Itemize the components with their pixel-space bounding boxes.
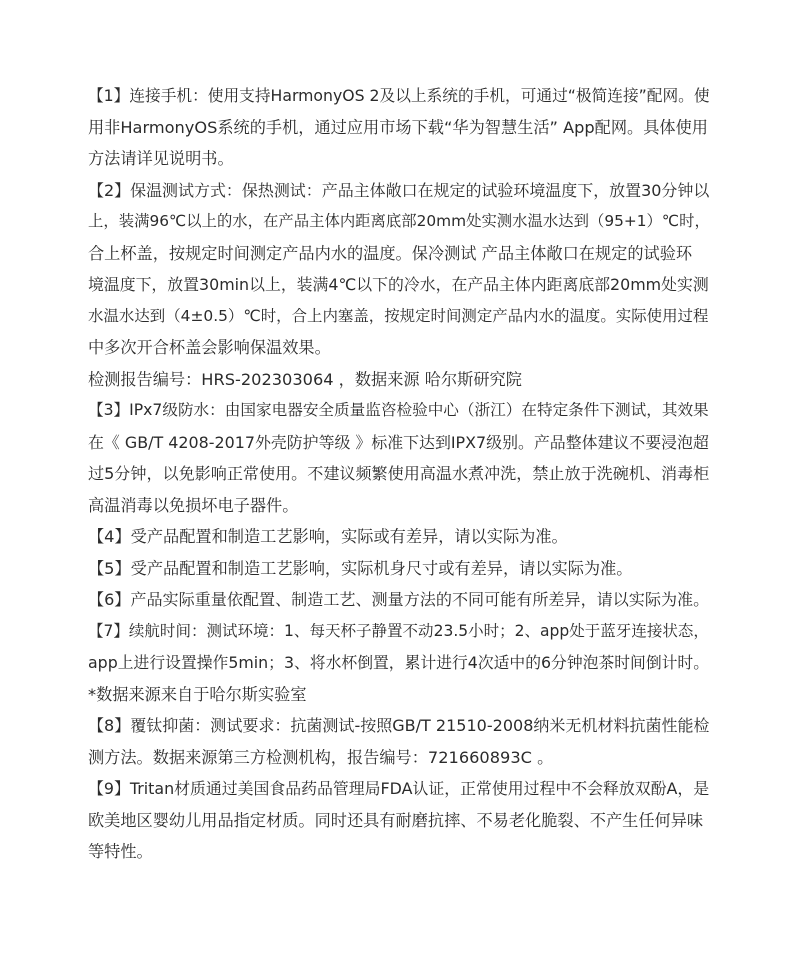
product-notes <box>88 80 712 868</box>
note-config-difference <box>88 521 712 553</box>
note-antibacterial <box>88 710 712 773</box>
note-line: 方法请详见说明书。 <box>88 149 234 168</box>
note-line: 【6】产品实际重量依配置、制造工艺、测量方法的不同可能有所差异，请以实际为准。 <box>88 590 710 609</box>
note-line: 境温度下，放置30min以上，装满4℃以下的冷水，在产品主体内距离底部20mm处实测 <box>88 275 709 294</box>
note-line: 中多次开合杯盖会影响保温效果。 <box>88 338 331 357</box>
note-line: 【4】受产品配置和制造工艺影响，实际或有差异，请以实际为准。 <box>88 527 568 546</box>
note-tritan-material <box>88 773 712 868</box>
note-line: 用非HarmonyOS系统的手机，通过应用市场下载“华为智慧生活” App配网。具体使用 <box>88 117 708 137</box>
note-report-number <box>88 364 712 396</box>
note-line: app上进行设置操作5min；3、将水杯倒置，累计进行4次适中的6分钟泡茶时间倒计时。 <box>88 653 710 672</box>
note-weight-difference <box>88 584 712 616</box>
note-line: 【1】连接手机：使用支持HarmonyOS 2及以上系统的手机，可通过“极简连接”配网。使 <box>88 86 710 105</box>
note-line: 过5分钟，以免影响正常使用。不建议频繁使用高温水煮冲洗，禁止放于洗碗机、消毒柜 <box>88 464 710 483</box>
note-line: 【9】Tritan材质通过美国食品药品管理局FDA认证，正常使用过程中不会释放双酚A，是 <box>88 779 710 798</box>
note-line: 欧美地区婴幼儿用品指定材质。同时还具有耐磨抗摔、不易老化脆裂、不产生任何异味 <box>88 810 704 830</box>
note-line: 【8】覆钛抑菌：测试要求：抗菌测试-按照GB/T 21510-2008纳米无机材料抗菌性能检 <box>88 716 710 735</box>
note-battery-life <box>88 616 712 679</box>
note-line: 在《 GB/T 4208-2017外壳防护等级 》标准下达到IPX7级别。产品整体建议不要浸泡超 <box>88 432 709 452</box>
note-insulation-test <box>88 175 712 364</box>
note-line: 【2】保温测试方式：保热测试：产品主体敞口在规定的试验环境温度下，放置30分钟以 <box>88 180 710 200</box>
note-size-difference <box>88 553 712 585</box>
note-line: 【5】受产品配置和制造工艺影响，实际机身尺寸或有差异，请以实际为准。 <box>88 558 633 578</box>
note-waterproof <box>88 395 712 521</box>
note-line: 上，装满96℃以上的水，在产品主体内距离底部20mm处实测水温水达到（95+1）℃时， <box>88 212 710 230</box>
note-line: 【7】续航时间：测试环境：1、每天杯子静置不动23.5小时；2、app处于蓝牙连接状态， <box>88 621 709 640</box>
note-line: *数据来源来自于哈尔斯实验室 <box>88 684 307 704</box>
note-line: 等特性。 <box>88 842 153 861</box>
note-line: 【3】IPx7级防水：由国家电器安全质量监咨检验中心（浙江）在特定条件下测试，其效果 <box>88 401 709 419</box>
note-line: 水温水达到（4±0.5）℃时，合上内塞盖，按规定时间测定产品内水的温度。实际使用过程 <box>88 306 709 325</box>
note-data-source <box>88 679 712 711</box>
note-line: 高温消毒以免损坏电子器件。 <box>88 495 299 515</box>
note-line: 测方法。数据来源第三方检测机构，报告编号：721660893C 。 <box>88 747 554 767</box>
note-line: 检测报告编号：HRS-202303064 ，数据来源 哈尔斯研究院 <box>88 369 522 389</box>
note-line: 合上杯盖，按规定时间测定产品内水的温度。保冷测试 产品主体敞口在规定的试验环 <box>88 243 693 263</box>
note-connect-phone <box>88 80 712 175</box>
